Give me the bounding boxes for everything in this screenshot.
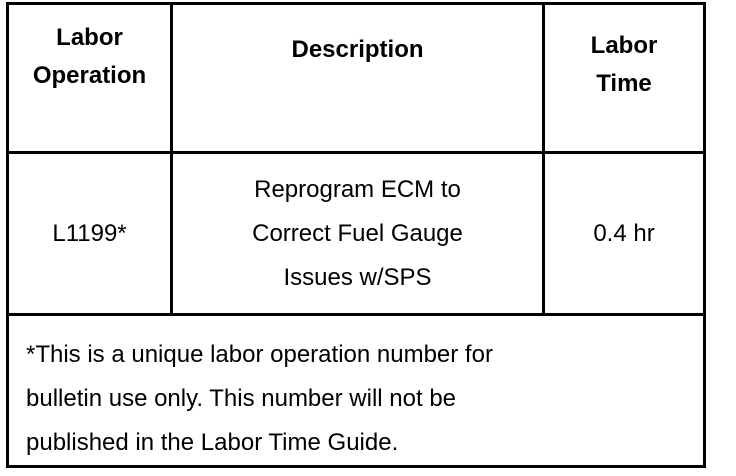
labor-time-value: 0.4 hr — [593, 219, 655, 247]
header-labor-time-line2: Time — [596, 70, 652, 97]
cell-description — [173, 154, 542, 313]
header-labor-time — [545, 27, 703, 135]
footnote-line2: bulletin use only. This number will not be — [26, 385, 457, 412]
header-description — [173, 31, 542, 71]
cell-labor-time — [545, 154, 703, 313]
header-labor-operation-line2: Operation — [32, 62, 147, 89]
description-line1: Reprogram ECM to — [254, 175, 461, 203]
description-line3: Issues w/SPS — [283, 263, 432, 291]
labor-time-table — [6, 2, 706, 468]
footnote — [26, 333, 686, 465]
header-description-label: Description — [291, 36, 424, 63]
row-divider — [9, 313, 703, 316]
footnote-line3: published in the Labor Time Guide. — [26, 429, 399, 456]
header-labor-time-line1: Labor — [590, 32, 658, 59]
labor-operation-value: L1199* — [52, 219, 127, 247]
footnote-line1: *This is a unique labor operation number for — [26, 341, 493, 368]
header-labor-operation-line1: Labor — [56, 24, 123, 51]
header-labor-operation — [9, 19, 170, 127]
cell-labor-operation — [9, 154, 170, 313]
description-line2: Correct Fuel Gauge — [252, 219, 463, 247]
